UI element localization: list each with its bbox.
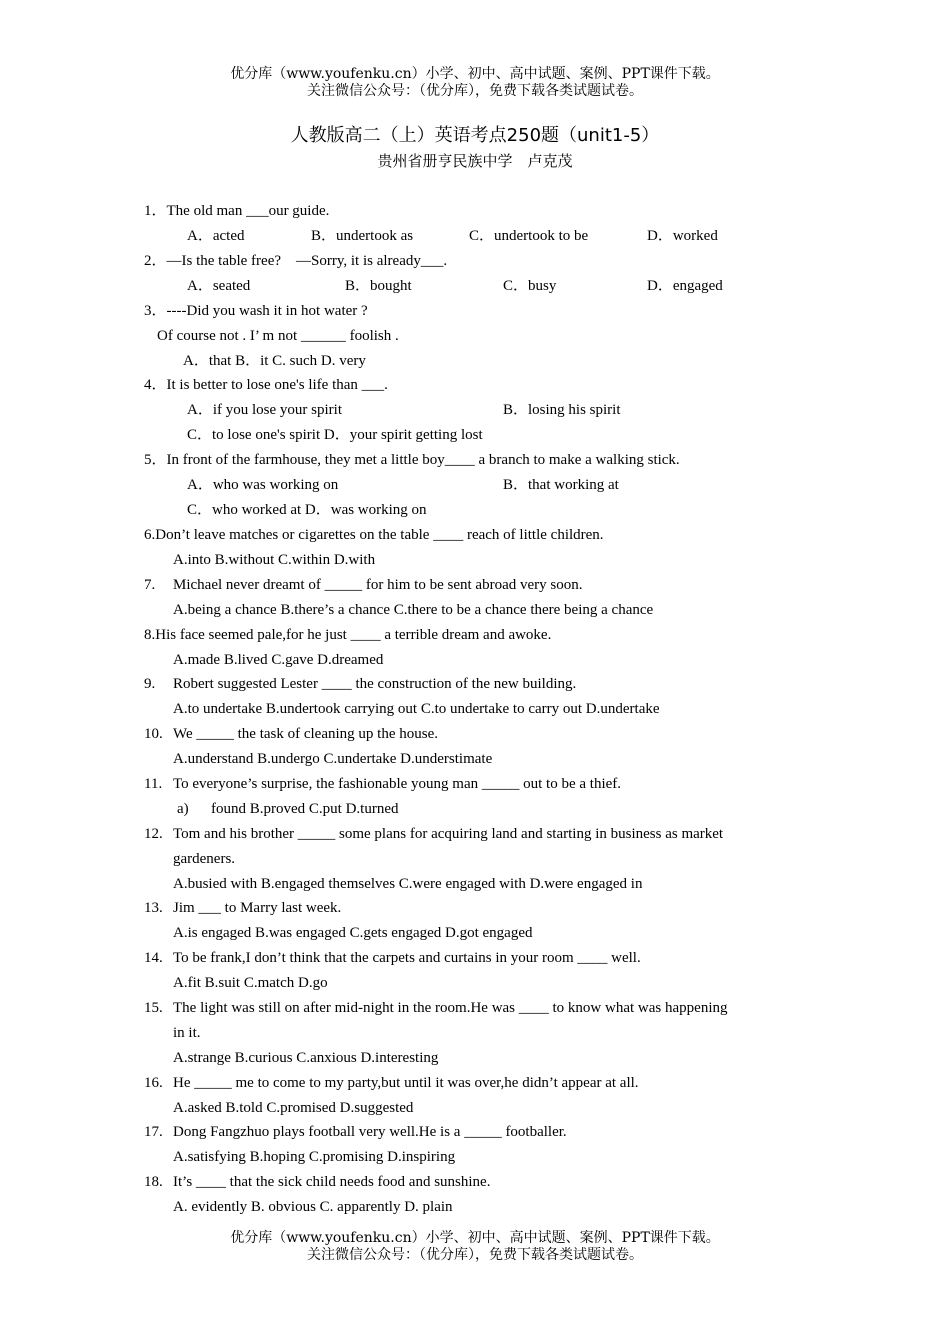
question-14-number: 14. xyxy=(144,950,163,966)
question-12-options: A.busied with B.engaged themselves C.were engaged with D.were engaged in xyxy=(173,876,643,892)
question-5-option-a: A．who was working on xyxy=(187,477,339,493)
question-17-stem: Dong Fangzhuo plays football very well.He is a _____ footballer. xyxy=(173,1124,567,1140)
question-1-option-c: C．undertook to be xyxy=(469,228,589,244)
question-9-number: 9. xyxy=(144,676,156,692)
question-3-stem: 3．----Did you wash it in hot water ? xyxy=(144,303,368,319)
question-6-options: A.into B.without C.within D.with xyxy=(173,552,376,568)
question-14-options: A.fit B.suit C.match D.go xyxy=(173,975,328,991)
question-1-option-a: A．acted xyxy=(187,228,245,244)
question-2-option-d: D．engaged xyxy=(647,278,723,294)
question-15-number: 15. xyxy=(144,1000,163,1016)
question-1-option-d: D．worked xyxy=(647,228,718,244)
page-subtitle: 贵州省册亨民族中学 卢克茂 xyxy=(377,152,573,170)
question-7-options: A.being a chance B.there’s a chance C.there to be a chance there being a chance xyxy=(173,602,654,618)
question-4-options-row-2: C．to lose one's spirit D．your spirit getting lost xyxy=(187,427,483,443)
question-8-stem: 8.His face seemed pale,for he just ____ a terrible dream and awoke. xyxy=(144,627,552,643)
question-4-stem: 4．It is better to lose one's life than ___. xyxy=(144,377,388,393)
question-12-stem-line-2: gardeners. xyxy=(173,851,236,867)
page-footer xyxy=(0,1230,950,1264)
question-13-number: 13. xyxy=(144,900,163,916)
question-12-number: 12. xyxy=(144,826,163,842)
question-16-options: A.asked B.told C.promised D.suggested xyxy=(173,1100,414,1116)
question-4-option-a: A．if you lose your spirit xyxy=(187,402,342,418)
footer-line-2: 关注微信公众号：（优分库），免费下载各类试题试卷。 xyxy=(307,1247,643,1263)
header-line-1: 优分库（www.youfenku.cn）小学、初中、高中试题、案例、PPT课件下载。 xyxy=(230,66,720,82)
question-9-stem: Robert suggested Lester ____ the construction of the new building. xyxy=(173,676,577,692)
question-11-number: 11. xyxy=(144,776,163,792)
question-4-option-b: B．losing his spirit xyxy=(503,402,621,418)
question-12-stem: Tom and his brother _____ some plans for acquiring land and starting in business as market xyxy=(173,826,724,842)
question-9-options: A.to undertake B.undertook carrying out C.to undertake to carry out D.undertake xyxy=(173,701,660,717)
question-7-stem: Michael never dreamt of _____ for him to be sent abroad very soon. xyxy=(173,577,583,593)
page-title: 人教版高二（上）英语考点250题（unit1-5） xyxy=(290,125,660,146)
question-15-stem-line-2: in it. xyxy=(173,1025,201,1041)
question-7-number: 7. xyxy=(144,577,156,593)
question-15-stem: The light was still on after mid-night in the room.He was ____ to know what was happening xyxy=(173,1000,728,1016)
question-17-options: A.satisfying B.hoping C.promising D.inspiring xyxy=(173,1149,456,1165)
question-3-options: A．that B．it C. such D. very xyxy=(183,353,366,369)
question-16-number: 16. xyxy=(144,1075,163,1091)
question-17-number: 17. xyxy=(144,1124,163,1140)
question-11-options: found B.proved C.put D.turned xyxy=(211,801,399,817)
question-1-stem: 1．The old man ___our guide. xyxy=(144,203,330,219)
question-15-options: A.strange B.curious C.anxious D.interesting xyxy=(173,1050,439,1066)
question-5-options-row-2: C．who worked at D．was working on xyxy=(187,502,427,518)
question-5-stem: 5．In front of the farmhouse, they met a little boy____ a branch to make a walking stick. xyxy=(144,452,680,468)
question-18-options: A. evidently B. obvious C. apparently D. plain xyxy=(173,1199,453,1215)
question-6-stem: 6.Don’t leave matches or cigarettes on the table ____ reach of little children. xyxy=(144,527,604,543)
question-13-options: A.is engaged B.was engaged C.gets engaged D.got engaged xyxy=(173,925,533,941)
question-18-number: 18. xyxy=(144,1174,163,1190)
question-14-stem: To be frank,I don’t think that the carpets and curtains in your room ____ well. xyxy=(173,950,641,966)
question-8-options: A.made B.lived C.gave D.dreamed xyxy=(173,652,384,668)
question-13-stem: Jim ___ to Marry last week. xyxy=(173,900,342,916)
question-2-option-c: C．busy xyxy=(503,278,557,294)
question-2-stem: 2．—Is the table free? —Sorry, it is already___. xyxy=(144,253,448,269)
question-10-number: 10. xyxy=(144,726,163,742)
question-5-option-b: B．that working at xyxy=(503,477,619,493)
question-11-stem: To everyone’s surprise, the fashionable young man _____ out to be a thief. xyxy=(173,776,622,792)
question-18-stem: It’s ____ that the sick child needs food and sunshine. xyxy=(173,1174,491,1190)
page-header xyxy=(0,66,950,100)
question-3-stem-line-2: Of course not . I’ m not ______ foolish . xyxy=(157,328,399,344)
question-10-options: A.understand B.undergo C.undertake D.understimate xyxy=(173,751,493,767)
header-line-2: 关注微信公众号：（优分库），免费下载各类试题试卷。 xyxy=(307,83,643,99)
question-11-sub-label: a) xyxy=(177,801,189,817)
question-2-option-b: B．bought xyxy=(345,278,412,294)
question-1-option-b: B．undertook as xyxy=(311,228,414,244)
question-16-stem: He _____ me to come to my party,but until it was over,he didn’t appear at all. xyxy=(173,1075,639,1091)
footer-line-1: 优分库（www.youfenku.cn）小学、初中、高中试题、案例、PPT课件下载。 xyxy=(230,1230,720,1246)
question-10-stem: We _____ the task of cleaning up the house. xyxy=(173,726,438,742)
question-2-option-a: A．seated xyxy=(187,278,251,294)
